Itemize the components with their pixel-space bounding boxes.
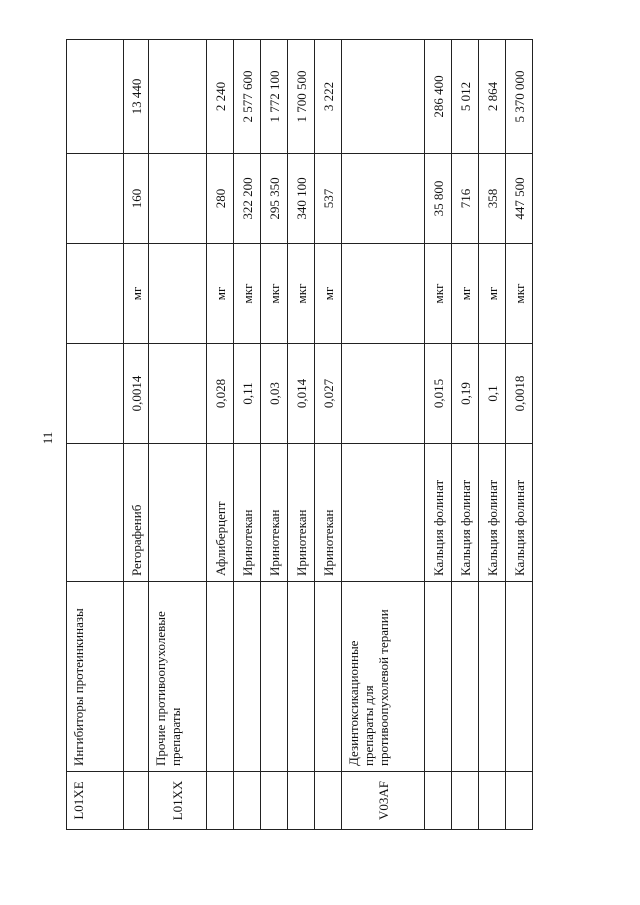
- ddd-cell: 0,19: [452, 344, 479, 444]
- unit-cell: [149, 244, 207, 344]
- atc-code-cell: [506, 772, 533, 830]
- group-cell: [261, 582, 288, 772]
- drug-cell: [342, 444, 425, 582]
- atc-code-cell: L01XX: [149, 772, 207, 830]
- table-row: [207, 40, 234, 830]
- table-row: [342, 40, 425, 830]
- atc-code-cell: [124, 772, 149, 830]
- unit-cell: [342, 244, 425, 344]
- table-row: [124, 40, 149, 830]
- group-cell: [506, 582, 533, 772]
- drug-cell: Иринотекан: [288, 444, 315, 582]
- ddd-cell: 0,03: [261, 344, 288, 444]
- unit-cell: мкг: [234, 244, 261, 344]
- ddd-cell: 0,1: [479, 344, 506, 444]
- drug-cell: [67, 444, 124, 582]
- value-cell: [149, 40, 207, 154]
- value-cell: 5 012: [452, 40, 479, 154]
- unit-cell: мкг: [288, 244, 315, 344]
- value-cell: 1 772 100: [261, 40, 288, 154]
- quantity-cell: [67, 154, 124, 244]
- unit-cell: мг: [452, 244, 479, 344]
- ddd-cell: [149, 344, 207, 444]
- group-cell: [479, 582, 506, 772]
- group-cell: [425, 582, 452, 772]
- drug-table: [66, 39, 533, 830]
- table-row: [452, 40, 479, 830]
- unit-cell: мг: [479, 244, 506, 344]
- group-cell: Дезинтоксикационные препараты для противоопухолевой терапии: [342, 582, 425, 772]
- unit-cell: мг: [315, 244, 342, 344]
- value-cell: 2 864: [479, 40, 506, 154]
- value-cell: [67, 40, 124, 154]
- atc-code-cell: V03AF: [342, 772, 425, 830]
- group-cell: [124, 582, 149, 772]
- quantity-cell: 160: [124, 154, 149, 244]
- atc-code-cell: [207, 772, 234, 830]
- table-row: [425, 40, 452, 830]
- group-cell: Прочие противоопухолевые препараты: [149, 582, 207, 772]
- atc-code-cell: [234, 772, 261, 830]
- table-row: [234, 40, 261, 830]
- quantity-cell: 295 350: [261, 154, 288, 244]
- value-cell: 13 440: [124, 40, 149, 154]
- unit-cell: [67, 244, 124, 344]
- unit-cell: мг: [207, 244, 234, 344]
- group-cell: Ингибиторы протеинкиназы: [67, 582, 124, 772]
- rotated-table-container: [66, 40, 527, 830]
- table-row: [261, 40, 288, 830]
- quantity-cell: 716: [452, 154, 479, 244]
- atc-code-cell: [479, 772, 506, 830]
- group-cell: [234, 582, 261, 772]
- table-row: [149, 40, 207, 830]
- table-row: [67, 40, 124, 830]
- ddd-cell: 0,014: [288, 344, 315, 444]
- value-cell: 2 240: [207, 40, 234, 154]
- group-cell: [452, 582, 479, 772]
- ddd-cell: [67, 344, 124, 444]
- page-number: 11: [40, 431, 55, 445]
- quantity-cell: [342, 154, 425, 244]
- atc-code-cell: [261, 772, 288, 830]
- atc-code-cell: L01XE: [67, 772, 124, 830]
- value-cell: 2 577 600: [234, 40, 261, 154]
- quantity-cell: 358: [479, 154, 506, 244]
- quantity-cell: 340 100: [288, 154, 315, 244]
- quantity-cell: 447 500: [506, 154, 533, 244]
- quantity-cell: 537: [315, 154, 342, 244]
- atc-code-cell: [452, 772, 479, 830]
- atc-code-cell: [315, 772, 342, 830]
- table-row: [288, 40, 315, 830]
- ddd-cell: 0,015: [425, 344, 452, 444]
- group-cell: [207, 582, 234, 772]
- ddd-cell: 0,027: [315, 344, 342, 444]
- atc-code-cell: [288, 772, 315, 830]
- value-cell: [342, 40, 425, 154]
- value-cell: 286 400: [425, 40, 452, 154]
- drug-cell: [149, 444, 207, 582]
- ddd-cell: 0,0014: [124, 344, 149, 444]
- unit-cell: мкг: [261, 244, 288, 344]
- quantity-cell: 35 800: [425, 154, 452, 244]
- quantity-cell: [149, 154, 207, 244]
- table-row: [315, 40, 342, 830]
- quantity-cell: 280: [207, 154, 234, 244]
- group-cell: [315, 582, 342, 772]
- value-cell: 1 700 500: [288, 40, 315, 154]
- drug-cell: Иринотекан: [234, 444, 261, 582]
- drug-cell: Кальция фолинат: [425, 444, 452, 582]
- ddd-cell: 0,028: [207, 344, 234, 444]
- unit-cell: мкг: [506, 244, 533, 344]
- ddd-cell: 0,11: [234, 344, 261, 444]
- drug-cell: Иринотекан: [261, 444, 288, 582]
- value-cell: 3 222: [315, 40, 342, 154]
- table-row: [506, 40, 533, 830]
- drug-cell: Иринотекан: [315, 444, 342, 582]
- group-cell: [288, 582, 315, 772]
- quantity-cell: 322 200: [234, 154, 261, 244]
- table-row: [479, 40, 506, 830]
- unit-cell: мкг: [425, 244, 452, 344]
- atc-code-cell: [425, 772, 452, 830]
- unit-cell: мг: [124, 244, 149, 344]
- drug-cell: Кальция фолинат: [506, 444, 533, 582]
- drug-cell: Регорафениб: [124, 444, 149, 582]
- drug-cell: Кальция фолинат: [479, 444, 506, 582]
- value-cell: 5 370 000: [506, 40, 533, 154]
- drug-cell: Кальция фолинат: [452, 444, 479, 582]
- ddd-cell: 0,0018: [506, 344, 533, 444]
- ddd-cell: [342, 344, 425, 444]
- drug-cell: Афлиберцепт: [207, 444, 234, 582]
